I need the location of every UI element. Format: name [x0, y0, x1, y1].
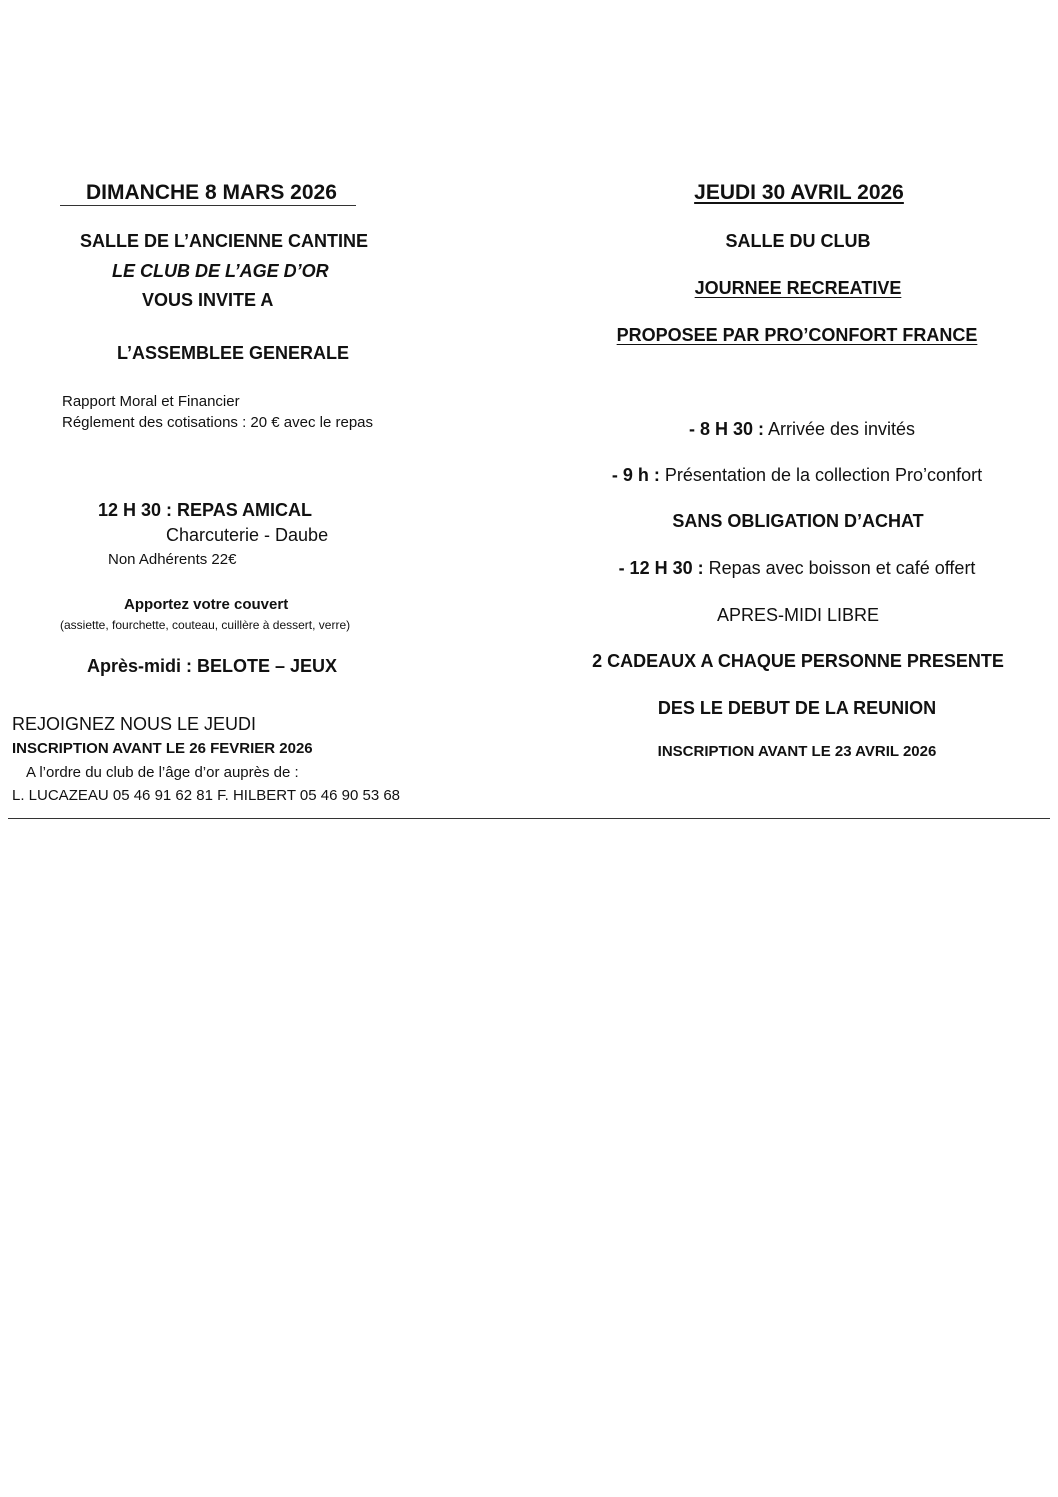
left-event-date: DIMANCHE 8 MARS 2026	[86, 181, 337, 204]
schedule-time: - 12 H 30 :	[618, 558, 704, 578]
recreational-day: JOURNEE RECREATIVE	[694, 278, 902, 298]
schedule-item-meal	[619, 558, 976, 579]
join-thursday: REJOIGNEZ NOUS LE JEUDI	[12, 714, 257, 734]
cutlery-detail: (assiette, fourchette, couteau, cuillère à dessert, verre)	[60, 618, 351, 632]
general-assembly: L’ASSEMBLEE GENERALE	[117, 343, 350, 363]
club-name: LE CLUB DE L’AGE D’OR	[112, 261, 329, 281]
contacts: L. LUCAZEAU 05 46 91 62 81 F. HILBERT 05 46 90 53 68	[12, 787, 401, 804]
schedule-item-presentation	[612, 465, 982, 486]
schedule-item-arrival	[689, 419, 915, 440]
right-registration-deadline: INSCRIPTION AVANT LE 23 AVRIL 2026	[657, 743, 937, 760]
non-members-price: Non Adhérents 22€	[108, 551, 237, 568]
left-registration-deadline: INSCRIPTION AVANT LE 26 FEVRIER 2026	[12, 740, 313, 757]
free-afternoon: APRES-MIDI LIBRE	[716, 605, 880, 625]
bottom-divider	[8, 818, 1050, 819]
schedule-text: Arrivée des invités	[763, 419, 916, 439]
left-venue: SALLE DE L’ANCIENNE CANTINE	[80, 231, 369, 251]
schedule-text: Présentation de la collection Pro’confort	[659, 465, 983, 485]
meal-time: 12 H 30 : REPAS AMICAL	[98, 500, 313, 520]
gifts: 2 CADEAUX A CHAQUE PERSONNE PRESENTE	[592, 651, 1004, 671]
schedule-time: - 9 h :	[611, 465, 660, 485]
payment-order: A l’ordre du club de l’âge d’or auprès de :	[26, 764, 299, 781]
left-date-underline	[60, 205, 356, 206]
afternoon-activities: Après-midi : BELOTE – JEUX	[87, 656, 338, 676]
from-start: DES LE DEBUT DE LA REUNION	[657, 698, 937, 718]
schedule-time: - 8 H 30 :	[688, 419, 764, 439]
report-line: Rapport Moral et Financier	[62, 393, 240, 410]
invite-text: VOUS INVITE A	[142, 290, 274, 310]
no-purchase-obligation: SANS OBLIGATION D’ACHAT	[672, 511, 924, 531]
schedule-text: Repas avec boisson et café offert	[703, 558, 976, 578]
fees-line: Réglement des cotisations : 20 € avec le repas	[62, 414, 374, 431]
menu: Charcuterie - Daube	[166, 525, 329, 545]
bring-cutlery: Apportez votre couvert	[124, 596, 289, 613]
organizer: PROPOSEE PAR PRO’CONFORT FRANCE	[616, 325, 978, 345]
right-venue: SALLE DU CLUB	[725, 231, 871, 251]
right-event-date: JEUDI 30 AVRIL 2026	[694, 181, 904, 204]
